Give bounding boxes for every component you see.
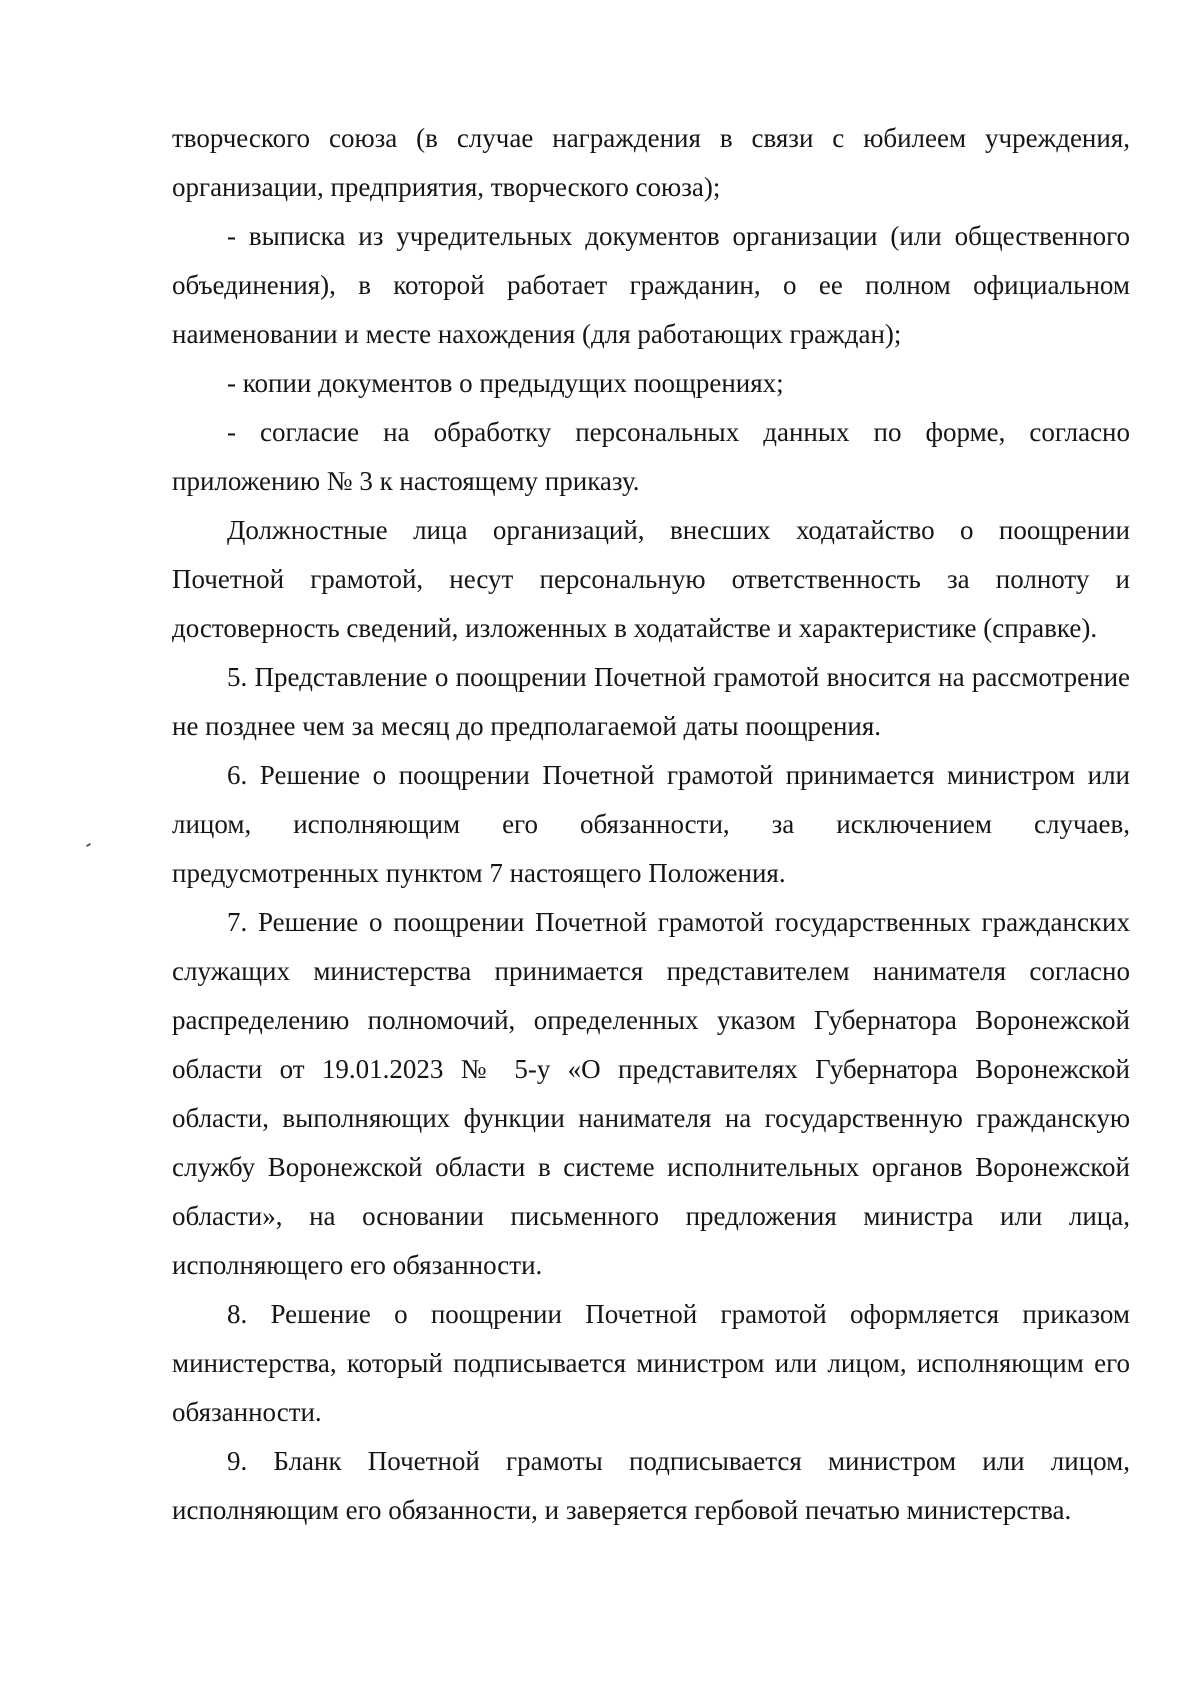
paragraph-clause-9: 9. Бланк Почетной грамоты подписывается министром или лицом, исполняющим его обязанности, и заверяется гербовой печатью министерства. [172, 1446, 1130, 1525]
paragraph-clause-7: 7. Решение о поощрении Почетной грамотой государственных гражданских служащих министерства принимается представителем нанимателя согласно распределению полномочий, определенных указом Губернатора Воронежской области от 19.01.2023 № 5-у «О представителях Губернатора Воронежской области, выполняющих функции нанимателя на государственную гражданскую службу Воронежской области в системе исполнительных органов Воронежской области», на основании письменного предложения министра или лица, исполняющего его обязанности. [172, 907, 1130, 1280]
scan-speck [86, 843, 91, 848]
paragraph-copies-item: - копии документов о предыдущих поощрениях; [227, 368, 784, 398]
paragraph-extract-item: - выписка из учредительных документов организации (или общественного объединения), в которой работает гражданин, о ее полном официальном наименовании и месте нахождения (для работающих граждан); [172, 221, 1130, 349]
paragraph-clause-6: 6. Решение о поощрении Почетной грамотой принимается министром или лицом, исполняющим его обязанности, за исключением случаев, предусмотренных пунктом 7 настоящего Положения. [172, 760, 1130, 888]
paragraph-clause-5: 5. Представление о поощрении Почетной грамотой вносится на рассмотрение не позднее чем за месяц до предполагаемой даты поощрения. [172, 662, 1130, 741]
paragraph-continuation: творческого союза (в случае награждения в связи с юбилеем учреждения, организации, предприятия, творческого союза); [172, 123, 1130, 202]
paragraph-consent-item: - согласие на обработку персональных данных по форме, согласно приложению № 3 к настоящему приказу. [172, 417, 1130, 496]
paragraph-responsibility: Должностные лица организаций, внесших ходатайство о поощрении Почетной грамотой, несут персональную ответственность за полноту и достоверность сведений, изложенных в ходатайстве и характеристике (справке). [172, 515, 1130, 643]
paragraph-clause-8: 8. Решение о поощрении Почетной грамотой оформляется приказом министерства, который подписывается министром или лицом, исполняющим его обязанности. [172, 1299, 1130, 1427]
document-body [172, 114, 1130, 1535]
